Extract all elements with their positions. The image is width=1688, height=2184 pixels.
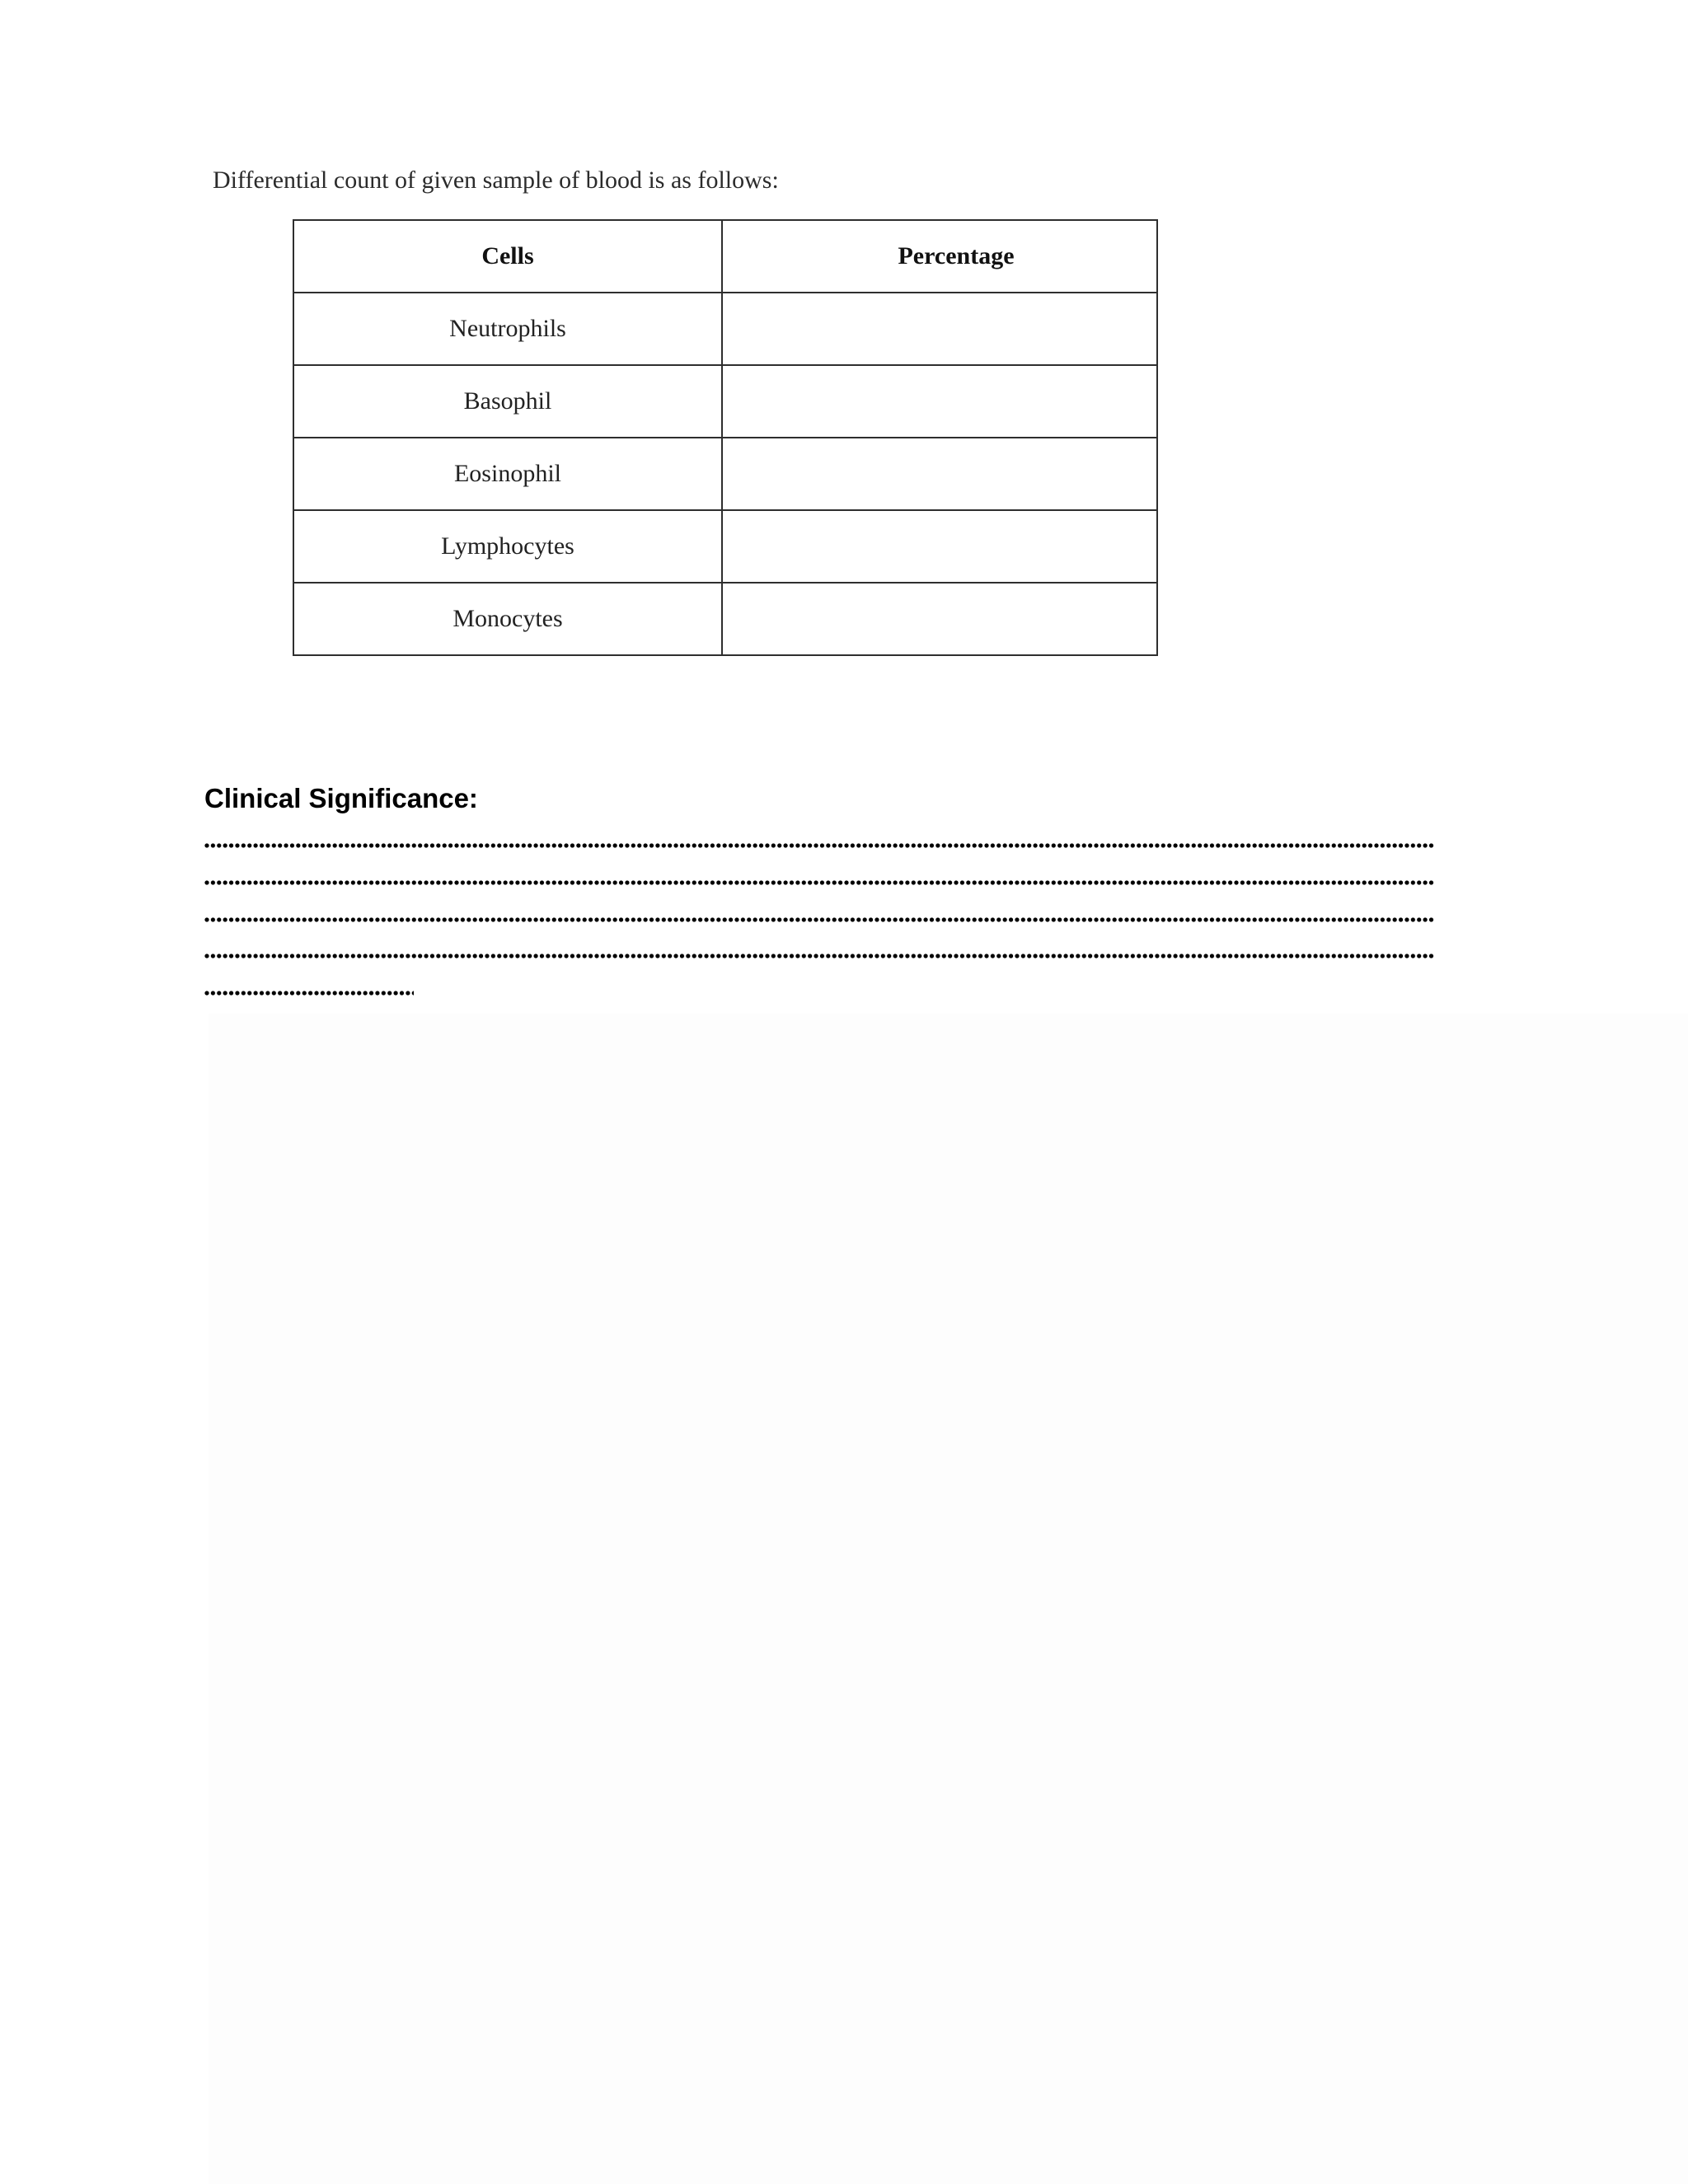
header-percentage <box>722 220 1157 293</box>
percentage-entry <box>722 510 1157 583</box>
intro-text: Differential count of given sample of blood is as follows: <box>213 166 779 194</box>
table-row <box>293 293 1157 365</box>
header-percentage-label: Percentage <box>898 242 1015 269</box>
answer-dotted-line <box>204 843 1434 848</box>
table-row <box>293 365 1157 438</box>
percentage-entry <box>722 365 1157 438</box>
answer-dotted-line <box>204 880 1434 885</box>
answer-dotted-line <box>204 954 1434 958</box>
table-header-row <box>293 220 1157 293</box>
clinical-significance-title: Clinical Significance: <box>204 783 478 813</box>
percentage-entry <box>722 438 1157 510</box>
cell-name: Monocytes <box>293 583 722 655</box>
header-cells: Cells <box>293 220 722 293</box>
cell-name: Lymphocytes <box>293 510 722 583</box>
answer-dotted-line <box>204 917 1434 922</box>
cell-name: Eosinophil <box>293 438 722 510</box>
table-row <box>293 583 1157 655</box>
cell-name: Basophil <box>293 365 722 438</box>
table-row <box>293 438 1157 510</box>
differential-count-table <box>293 219 1158 656</box>
cell-name: Neutrophils <box>293 293 722 365</box>
percentage-entry <box>722 583 1157 655</box>
answer-dotted-line <box>204 991 414 996</box>
table-row <box>293 510 1157 583</box>
percentage-entry <box>722 293 1157 365</box>
page-background-shade <box>209 1014 1688 2184</box>
